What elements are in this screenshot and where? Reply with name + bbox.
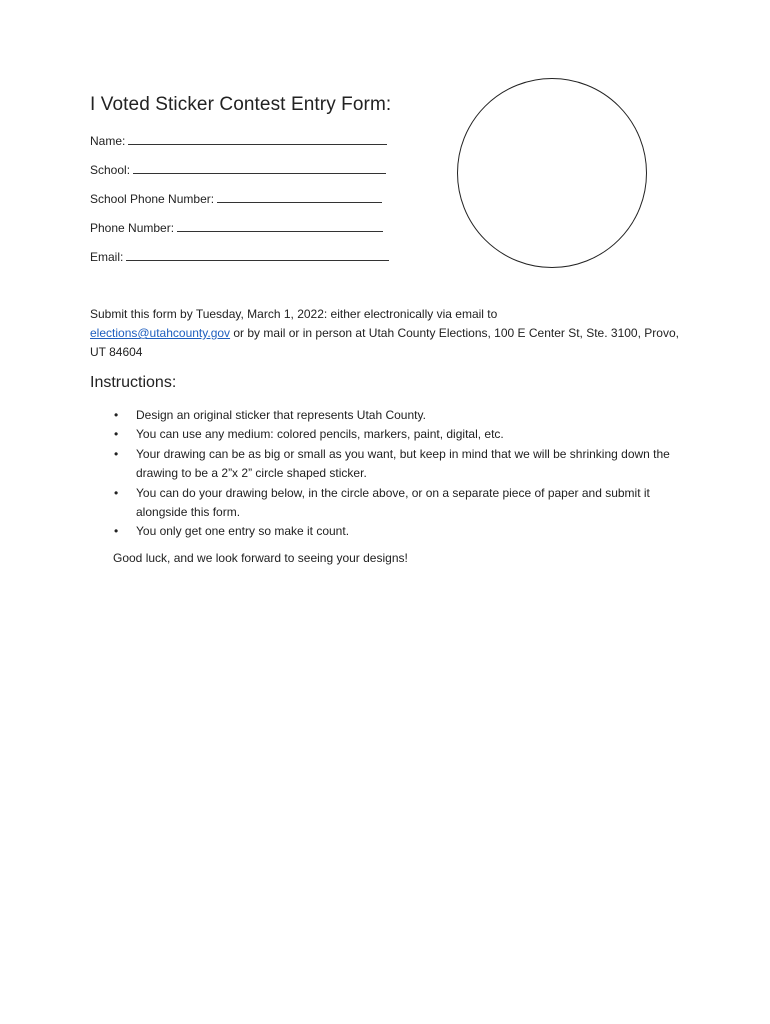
name-input-line[interactable] [128, 133, 387, 145]
instructions-heading: Instructions: [90, 374, 177, 391]
list-item-text: You can do your drawing below, in the circle above, or on a separate piece of paper and submit it alongside this form. [136, 485, 650, 520]
list-item-text: You can use any medium: colored pencils, markers, paint, digital, etc. [136, 427, 504, 442]
bullet-icon: • [114, 524, 119, 539]
list-item [90, 406, 690, 425]
bullet-icon: • [114, 427, 119, 442]
phone-field[interactable] [90, 220, 383, 235]
bullet-icon: • [114, 446, 119, 461]
phone-input-line[interactable] [177, 220, 383, 232]
school-phone-field[interactable] [90, 191, 382, 206]
school-label: School: [90, 163, 131, 177]
list-item-text: You only get one entry so make it count. [136, 524, 350, 539]
name-field[interactable] [90, 133, 387, 148]
list-item-text: Your drawing can be as big or small as you want, but keep in mind that we will be shrinking down the drawing to be a 2”x 2” circle shaped sticker. [136, 446, 670, 481]
email-field[interactable] [90, 249, 389, 264]
list-item [90, 484, 690, 523]
school-phone-label: School Phone Number: [90, 192, 215, 206]
list-item [90, 522, 690, 541]
school-field[interactable] [90, 162, 386, 177]
submit-instructions [90, 305, 690, 362]
list-item [90, 445, 690, 484]
closing-message: Good luck, and we look forward to seeing your designs! [113, 551, 408, 565]
email-input-line[interactable] [126, 249, 389, 261]
form-title: I Voted Sticker Contest Entry Form: [90, 94, 392, 115]
school-input-line[interactable] [133, 162, 386, 174]
list-item-text: Design an original sticker that represents Utah County. [136, 408, 426, 422]
phone-label: Phone Number: [90, 221, 175, 235]
school-phone-input-line[interactable] [217, 191, 382, 203]
submit-text-after: or by mail or in person at Utah County Elections, 100 E Center St, Ste. 3100, Provo, UT 84604 [90, 326, 679, 359]
list-item [90, 425, 690, 444]
name-label: Name: [90, 134, 126, 148]
email-label: Email: [90, 250, 124, 264]
sticker-drawing-circle[interactable] [457, 78, 647, 268]
instructions-list [90, 406, 690, 542]
bullet-icon: • [114, 485, 119, 500]
submit-text-before: Submit this form by Tuesday, March 1, 2022: either electronically via email to [90, 307, 498, 321]
email-link[interactable]: elections@utahcounty.gov [90, 326, 231, 340]
bullet-icon: • [114, 408, 119, 422]
